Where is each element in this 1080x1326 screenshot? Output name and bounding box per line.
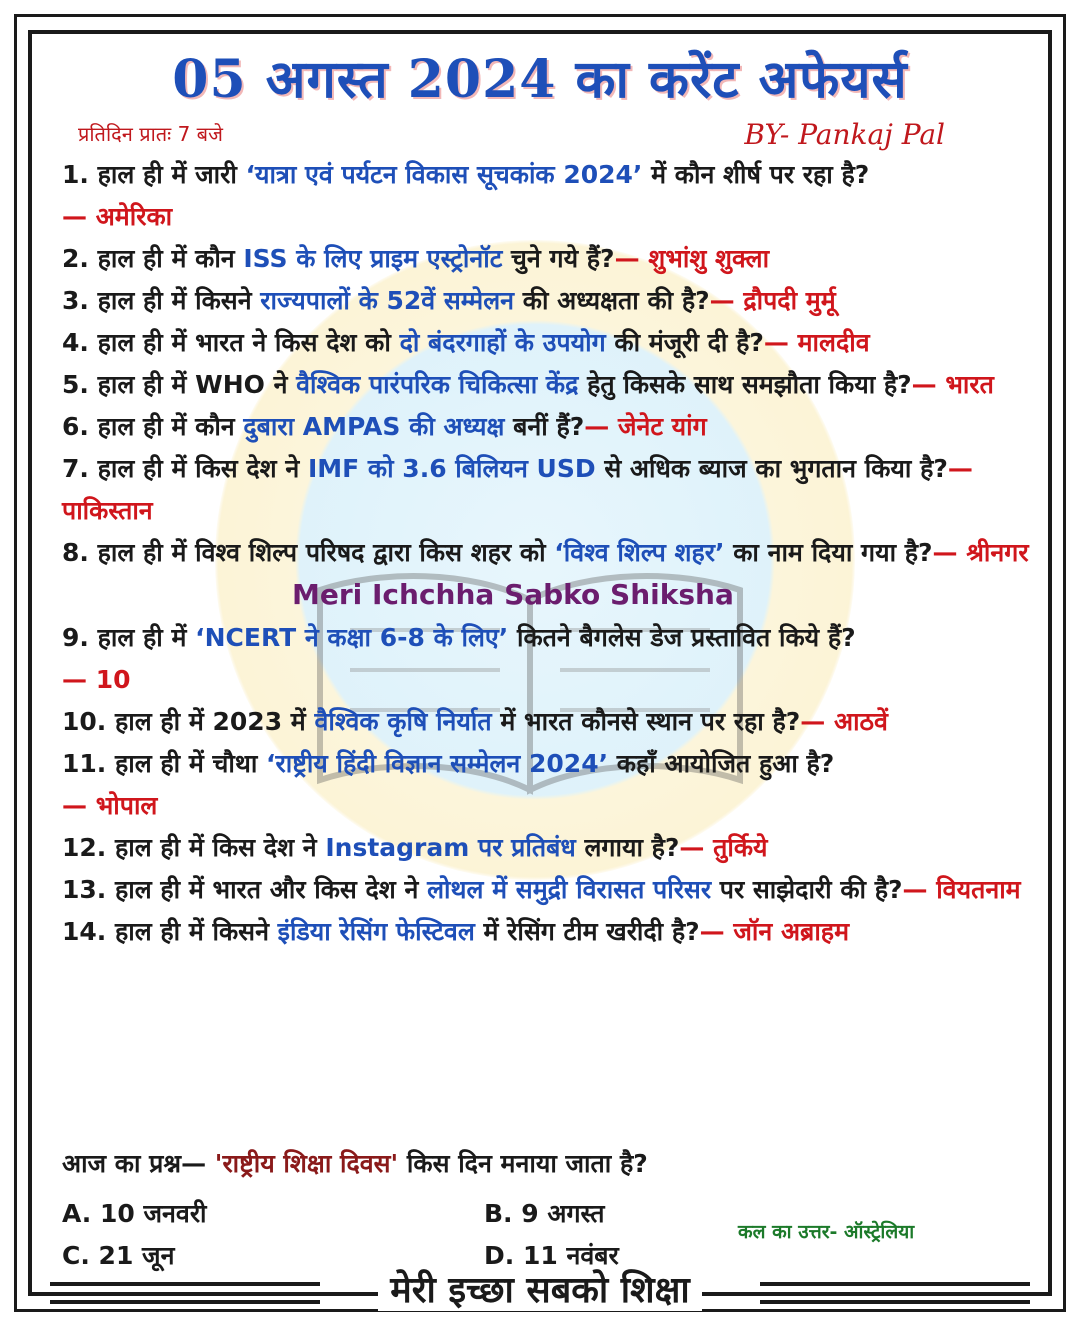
answer: — जॉन अब्राहम <box>699 917 850 946</box>
option-c: C. 21 जून <box>62 1241 175 1270</box>
question-item: 9. हाल ही में ‘NCERT ने कक्षा 6-8 के लिए’ कितने बैगलेस डेज प्रस्तावित किये हैं? — 10 <box>62 623 856 694</box>
question-item: 4. हाल ही में भारत ने किस देश को दो बंदरगाहों के उपयोग की मंजूरी दी है?— मालदीव <box>62 328 870 357</box>
answer: — भारत <box>911 370 994 399</box>
question-item: 14. हाल ही में किसने इंडिया रेसिंग फेस्टिवल में रेसिंग टीम खरीदी है?— जॉन अब्राहम <box>62 917 850 946</box>
question-item: 12. हाल ही में किस देश ने Instagram पर प्रतिबंध लगाया है?— तुर्किये <box>62 833 768 862</box>
brand-text: Meri Ichchha Sabko Shiksha <box>292 578 734 611</box>
question-item: 1. हाल ही में जारी ‘यात्रा एवं पर्यटन विकास सूचकांक 2024’ में कौन शीर्ष पर रहा है? — अमेरिका <box>62 160 870 231</box>
answer: — वियतनाम <box>902 875 1021 904</box>
question-item: 6. हाल ही में कौन दुबारा AMPAS की अध्यक्ष बनीं हैं?— जेनेट यांग <box>62 412 707 441</box>
today-question: आज का प्रश्न— 'राष्ट्रीय शिक्षा दिवस' किस दिन मनाया जाता है? <box>62 1149 648 1178</box>
schedule-label: प्रतिदिन प्रातः 7 बजे <box>78 122 223 146</box>
question-item: 11. हाल ही में चौथा ‘राष्ट्रीय हिंदी विज्ञान सम्मेलन 2024’ कहाँ आयोजित हुआ है? — भोपाल <box>62 749 835 820</box>
byline: BY- Pankaj Pal <box>744 118 945 151</box>
question-item: 5. हाल ही में WHO ने वैश्विक पारंपरिक चिकित्सा केंद्र हेतु किसके साथ समझौता किया है?— भारत <box>62 370 994 399</box>
question-item: 3. हाल ही में किसने राज्यपालों के 52वें सम्मेलन की अध्यक्षता की है?— द्रौपदी मुर्मू <box>62 286 836 315</box>
yesterday-answer: कल का उत्तर- ऑस्ट्रेलिया <box>738 1221 915 1243</box>
question-list <box>62 154 1032 953</box>
question-item: 10. हाल ही में 2023 में वैश्विक कृषि निर्यात में भारत कौनसे स्थान पर रहा है?— आठवें <box>62 707 888 736</box>
answer: — अमेरिका <box>62 202 173 231</box>
answer: — आठवें <box>800 707 888 736</box>
footer-slogan: मेरी इच्छा सबको शिक्षा <box>0 1264 1080 1313</box>
answer: — जेनेट यांग <box>584 412 707 441</box>
question-item: 13. हाल ही में भारत और किस देश ने लोथल में समुद्री विरासत परिसर पर साझेदारी की है?— वियतनाम <box>62 875 1021 904</box>
answer: — भोपाल <box>62 791 158 820</box>
answer: — शुभांशु शुक्ला <box>614 244 770 273</box>
question-item: 8. हाल ही में विश्व शिल्प परिषद द्वारा किस शहर को ‘विश्व शिल्प शहर’ का नाम दिया गया है?— श्रीनगरMeri Ichchha Sabko Shiksha <box>62 532 1032 617</box>
answer: — श्रीनगर <box>932 538 1029 567</box>
question-item: 7. हाल ही में किस देश ने IMF को 3.6 बिलियन USD से अधिक ब्याज का भुगतान किया है?— पाकिस्तान <box>62 454 973 525</box>
page-title: 05 अगस्त 2024 का करेंट अफेयर्स <box>172 49 908 110</box>
option-d: D. 11 नवंबर <box>484 1241 619 1270</box>
option-a: A. 10 जनवरी <box>62 1199 207 1228</box>
answer: — 10 <box>62 665 131 694</box>
answer: — मालदीव <box>763 328 870 357</box>
option-b: B. 9 अगस्त <box>484 1199 605 1228</box>
question-item: 2. हाल ही में कौन ISS के लिए प्राइम एस्ट्रोनॉट चुने गये हैं?— शुभांशु शुक्ला <box>62 244 770 273</box>
answer: — पाकिस्तान <box>62 454 973 525</box>
answer: — तुर्किये <box>679 833 768 862</box>
answer: — द्रौपदी मुर्मू <box>709 286 836 315</box>
